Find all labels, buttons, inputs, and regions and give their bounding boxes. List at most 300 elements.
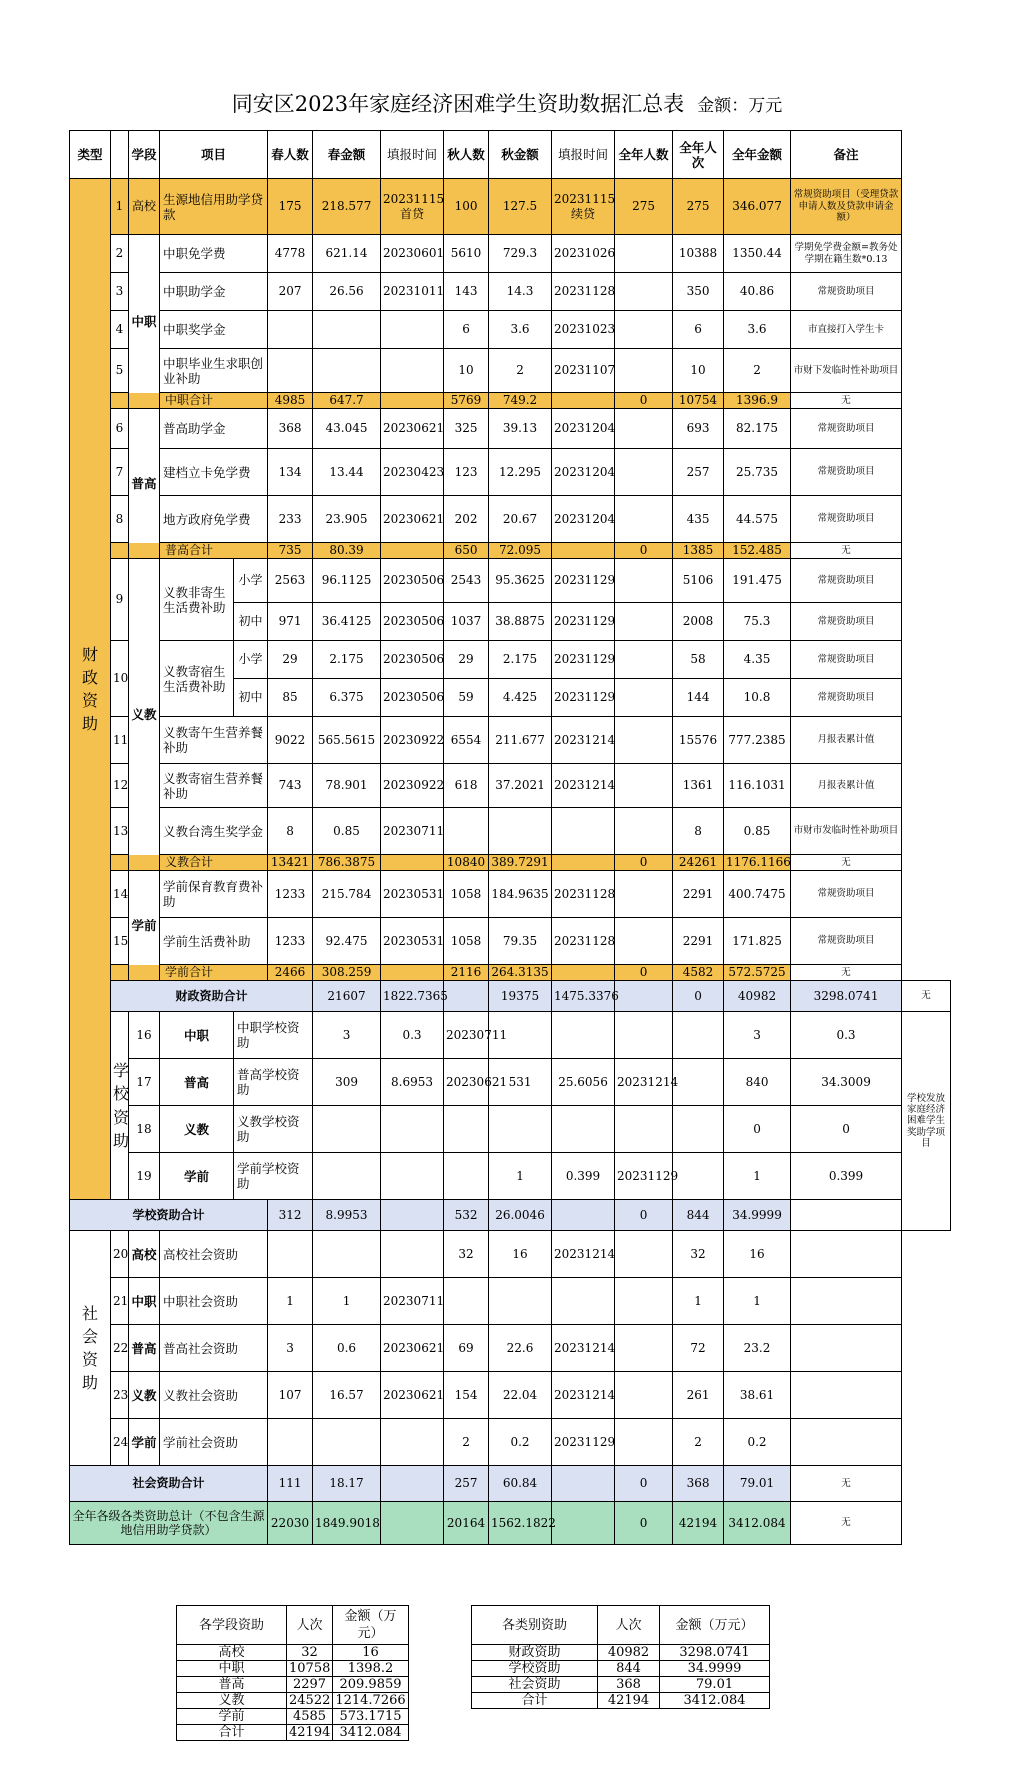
value-cell: 37.2021 [489, 764, 552, 808]
note-cell: 常规资助项目 [791, 496, 902, 543]
value-cell: 20231129 [552, 1419, 615, 1466]
value-cell: 25.735 [724, 449, 791, 496]
value-cell [489, 808, 552, 855]
value-cell: 729.3 [489, 235, 552, 273]
value-cell: 2291 [673, 918, 724, 965]
value-cell: 0.85 [724, 808, 791, 855]
value-cell: 82.175 [724, 409, 791, 449]
cell: 1398.2 [333, 1661, 409, 1677]
level-cell: 学前 [129, 1419, 160, 1466]
value-cell: 202 [444, 496, 489, 543]
value-cell [615, 1419, 673, 1466]
value-cell: 20231214 [552, 764, 615, 808]
value-cell: 20231214 [552, 1231, 615, 1278]
subtotal-label: 中职合计 [111, 393, 268, 409]
value-cell [615, 1231, 673, 1278]
value-cell [381, 1200, 444, 1231]
value-cell: 16 [489, 1231, 552, 1278]
value-cell: 1 [489, 1153, 552, 1200]
total-row [70, 1466, 951, 1502]
value-cell: 14.3 [489, 273, 552, 311]
value-cell: 20164 [444, 1502, 489, 1545]
row-index: 19 [129, 1153, 160, 1200]
value-cell: 2291 [673, 871, 724, 918]
value-cell: 4985 [268, 393, 313, 409]
value-cell: 5610 [444, 235, 489, 273]
value-cell: 572.5725 [724, 965, 791, 981]
table-row [70, 311, 951, 349]
cell: 3412.084 [333, 1725, 409, 1741]
value-cell: 5106 [673, 559, 724, 603]
table-row [70, 235, 951, 273]
value-cell: 16 [724, 1231, 791, 1278]
value-cell [444, 808, 489, 855]
cell: 42194 [598, 1693, 660, 1709]
value-cell: 20230621 [381, 1325, 444, 1372]
value-cell: 0 [791, 1106, 902, 1153]
value-cell: 143 [444, 273, 489, 311]
value-cell: 20230621 [381, 496, 444, 543]
summary-table [69, 130, 951, 1545]
value-cell: 20230506 [381, 679, 444, 717]
note-cell [791, 1278, 902, 1325]
note-cell [791, 1372, 902, 1419]
value-cell: 20230922 [381, 764, 444, 808]
row-index: 4 [111, 311, 129, 349]
value-cell: 36.4125 [313, 603, 381, 641]
value-cell [615, 1325, 673, 1372]
header-cell: 人次 [598, 1606, 660, 1645]
value-cell: 23.2 [724, 1325, 791, 1372]
cell: 3412.084 [660, 1693, 770, 1709]
value-cell [552, 393, 615, 409]
item-cell: 建档立卡免学费 [160, 449, 268, 496]
table-row [70, 1325, 951, 1372]
item-cell: 义教台湾生奖学金 [160, 808, 268, 855]
value-cell: 20231115续贷 [552, 179, 615, 235]
value-cell: 43.045 [313, 409, 381, 449]
value-cell [615, 1372, 673, 1419]
header-cell: 类型 [70, 131, 111, 179]
value-cell: 400.7475 [724, 871, 791, 918]
value-cell: 647.7 [313, 393, 381, 409]
item-cell: 义教寄宿生营养餐补助 [160, 764, 268, 808]
value-cell [268, 1419, 313, 1466]
item-cell: 中职毕业生求职创业补助 [160, 349, 268, 393]
value-cell: 1 [724, 1153, 791, 1200]
value-cell: 1361 [673, 764, 724, 808]
value-cell: 368 [268, 409, 313, 449]
cell: 24522 [287, 1693, 333, 1709]
level-cell: 义教 [129, 1372, 160, 1419]
value-cell: 1396.9 [724, 393, 791, 409]
value-cell: 107 [268, 1372, 313, 1419]
value-cell: 777.2385 [724, 717, 791, 764]
value-cell: 1822.7365 [381, 981, 444, 1012]
value-cell: 971 [268, 603, 313, 641]
value-cell: 0 [615, 1466, 673, 1502]
note-cell: 无 [791, 1502, 902, 1545]
value-cell: 123 [444, 449, 489, 496]
value-cell: 5769 [444, 393, 489, 409]
value-cell: 92.475 [313, 918, 381, 965]
value-cell: 20231129 [552, 559, 615, 603]
value-cell: 8.6953 [381, 1059, 444, 1106]
grand-total-row [70, 1502, 951, 1545]
value-cell [313, 311, 381, 349]
cell: 79.01 [660, 1677, 770, 1693]
value-cell: 2543 [444, 559, 489, 603]
value-cell: 2 [489, 349, 552, 393]
value-cell [615, 717, 673, 764]
value-cell: 435 [673, 496, 724, 543]
value-cell: 144 [673, 679, 724, 717]
cell: 合计 [177, 1725, 287, 1741]
cell: 368 [598, 1677, 660, 1693]
value-cell: 233 [268, 496, 313, 543]
value-cell: 20230621 [444, 1059, 489, 1106]
item-cell: 中职学校资助 [234, 1012, 313, 1059]
subtotal-label: 普高合计 [111, 543, 268, 559]
value-cell [489, 1106, 552, 1153]
item-cell: 普高学校资助 [234, 1059, 313, 1106]
value-cell [313, 1231, 381, 1278]
page-title: 同安区2023年家庭经济困难学生资助数据汇总表 [231, 92, 685, 116]
note-cell: 常规资助项目 [791, 409, 902, 449]
value-cell: 6.375 [313, 679, 381, 717]
note-cell: 无 [902, 981, 951, 1012]
table-row [70, 496, 951, 543]
header-cell: 人次 [287, 1606, 333, 1645]
value-cell: 19375 [489, 981, 552, 1012]
value-cell [673, 1059, 724, 1106]
table-row [70, 918, 951, 965]
note-cell: 常规资助项目 [791, 871, 902, 918]
value-cell [615, 871, 673, 918]
header-cell: 秋金额 [489, 131, 552, 179]
note-cell: 市财下发临时性补助项目 [791, 349, 902, 393]
row-index: 24 [111, 1419, 129, 1466]
value-cell: 34.9999 [724, 1200, 791, 1231]
value-cell [552, 543, 615, 559]
value-cell [489, 1278, 552, 1325]
value-cell [552, 855, 615, 871]
item-cell: 高校社会资助 [160, 1231, 268, 1278]
value-cell: 4.425 [489, 679, 552, 717]
header-cell: 全年人数 [615, 131, 673, 179]
table-row [472, 1693, 770, 1709]
value-cell [381, 965, 444, 981]
type-summary-table [471, 1605, 770, 1709]
value-cell: 10 [444, 349, 489, 393]
value-cell [673, 1153, 724, 1200]
total-row [70, 981, 951, 1012]
value-cell [381, 1153, 444, 1200]
cell: 34.9999 [660, 1661, 770, 1677]
value-cell: 20231107 [552, 349, 615, 393]
value-cell [615, 603, 673, 641]
value-cell: 38.8875 [489, 603, 552, 641]
table-row [70, 764, 951, 808]
value-cell: 23.905 [313, 496, 381, 543]
value-cell: 840 [724, 1059, 791, 1106]
value-cell: 264.3135 [489, 965, 552, 981]
cell: 3298.0741 [660, 1645, 770, 1661]
value-cell: 350 [673, 273, 724, 311]
category-school: 学 校 资 助 [111, 1012, 129, 1200]
table-row [70, 1278, 951, 1325]
table-row [70, 273, 951, 311]
value-cell [381, 543, 444, 559]
value-cell [381, 1106, 444, 1153]
item-cell: 义教寄宿生生活费补助 [160, 641, 234, 717]
value-cell [673, 1012, 724, 1059]
value-cell: 3.6 [489, 311, 552, 349]
header-cell: 金额（万元） [660, 1606, 770, 1645]
value-cell: 1 [673, 1278, 724, 1325]
value-cell: 3412.084 [724, 1502, 791, 1545]
value-cell: 2.175 [313, 641, 381, 679]
value-cell [313, 1153, 381, 1200]
table-row [70, 1153, 951, 1200]
header-cell [111, 131, 129, 179]
value-cell: 40982 [724, 981, 791, 1012]
value-cell: 1233 [268, 871, 313, 918]
note-cell: 无 [791, 965, 902, 981]
unit-label: 金额：万元 [697, 96, 783, 116]
level-cell: 学前 [160, 1153, 234, 1200]
table-row [70, 559, 951, 603]
subtotal-label: 学前合计 [111, 965, 268, 981]
cell: 16 [333, 1645, 409, 1661]
value-cell: 0 [724, 1106, 791, 1153]
value-cell: 20230506 [381, 603, 444, 641]
level-cell: 中职 [129, 235, 160, 409]
table-header-row [472, 1606, 770, 1645]
value-cell [552, 1200, 615, 1231]
item-cell: 中职免学费 [160, 235, 268, 273]
value-cell: 20231128 [552, 273, 615, 311]
value-cell [615, 235, 673, 273]
value-cell: 1176.1166 [724, 855, 791, 871]
stage-summary-table [176, 1605, 409, 1741]
item-cell: 义教学校资助 [234, 1106, 313, 1153]
header-cell: 填报时间 [552, 131, 615, 179]
cell: 义教 [177, 1693, 287, 1709]
value-cell: 79.01 [724, 1466, 791, 1502]
value-cell: 96.1125 [313, 559, 381, 603]
table-row [177, 1677, 409, 1693]
value-cell [444, 1153, 489, 1200]
sub-level-cell: 小学 [234, 559, 268, 603]
table-row [472, 1645, 770, 1661]
row-index: 5 [111, 349, 129, 393]
value-cell: 78.901 [313, 764, 381, 808]
total-label: 社会资助合计 [70, 1466, 268, 1502]
value-cell: 2 [724, 349, 791, 393]
value-cell: 275 [673, 179, 724, 235]
note-cell [791, 1325, 902, 1372]
value-cell [615, 808, 673, 855]
value-cell: 4582 [673, 965, 724, 981]
value-cell [615, 449, 673, 496]
value-cell: 44.575 [724, 496, 791, 543]
header-cell: 填报时间 [381, 131, 444, 179]
header-cell: 秋人数 [444, 131, 489, 179]
value-cell: 10840 [444, 855, 489, 871]
item-cell: 学前学校资助 [234, 1153, 313, 1200]
value-cell: 24261 [673, 855, 724, 871]
row-index: 20 [111, 1231, 129, 1278]
note-cell: 常规资助项目 [791, 559, 902, 603]
header-cell: 各学段资助 [177, 1606, 287, 1645]
subtotal-row [70, 393, 951, 409]
value-cell: 152.485 [724, 543, 791, 559]
value-cell: 75.3 [724, 603, 791, 641]
value-cell: 743 [268, 764, 313, 808]
value-cell [552, 1106, 615, 1153]
item-cell: 生源地信用助学贷款 [160, 179, 268, 235]
value-cell: 20230922 [381, 717, 444, 764]
value-cell: 20.67 [489, 496, 552, 543]
total-row [70, 1200, 951, 1231]
value-cell: 207 [268, 273, 313, 311]
value-cell: 531 [489, 1059, 552, 1106]
level-cell: 义教 [160, 1106, 234, 1153]
level-cell: 普高 [160, 1059, 234, 1106]
note-cell: 常规资助项目（受理贷款申请人数及贷款申请金额） [791, 179, 902, 235]
row-index: 17 [129, 1059, 160, 1106]
value-cell: 184.9635 [489, 871, 552, 918]
value-cell [381, 1419, 444, 1466]
value-cell: 1 [313, 1278, 381, 1325]
row-index: 11 [111, 717, 129, 764]
value-cell: 3 [724, 1012, 791, 1059]
row-index: 23 [111, 1372, 129, 1419]
table-row [70, 1059, 951, 1106]
value-cell: 8 [268, 808, 313, 855]
value-cell [552, 1466, 615, 1502]
header-cell: 金额（万元） [333, 1606, 409, 1645]
value-cell: 4778 [268, 235, 313, 273]
level-cell: 学前 [129, 871, 160, 981]
cell: 社会资助 [472, 1677, 598, 1693]
item-cell: 中职助学金 [160, 273, 268, 311]
item-cell: 学前生活费补助 [160, 918, 268, 965]
sub-level-cell: 初中 [234, 603, 268, 641]
value-cell: 20230506 [381, 559, 444, 603]
table-row [70, 409, 951, 449]
value-cell: 10.8 [724, 679, 791, 717]
category-social: 社 会 资 助 [70, 1231, 111, 1466]
value-cell [381, 855, 444, 871]
item-cell: 中职社会资助 [160, 1278, 268, 1325]
value-cell: 650 [444, 543, 489, 559]
value-cell: 308.259 [313, 965, 381, 981]
note-cell: 无 [791, 543, 902, 559]
grand-total-label: 全年各级各类资助总计（不包含生源地信用助学贷款） [70, 1502, 268, 1545]
value-cell: 6554 [444, 717, 489, 764]
value-cell [615, 981, 673, 1012]
subtotal-row [70, 543, 951, 559]
value-cell [615, 764, 673, 808]
value-cell: 2563 [268, 559, 313, 603]
subtotal-row [70, 965, 951, 981]
value-cell: 39.13 [489, 409, 552, 449]
value-cell: 346.077 [724, 179, 791, 235]
value-cell [381, 1502, 444, 1545]
note-cell [791, 1419, 902, 1466]
note-cell: 月报表累计值 [791, 717, 902, 764]
value-cell: 389.7291 [489, 855, 552, 871]
note-cell: 无 [791, 393, 902, 409]
value-cell [552, 1502, 615, 1545]
value-cell: 58 [673, 641, 724, 679]
value-cell: 72.095 [489, 543, 552, 559]
value-cell: 8 [673, 808, 724, 855]
row-index: 1 [111, 179, 129, 235]
value-cell [615, 1012, 673, 1059]
value-cell: 215.784 [313, 871, 381, 918]
value-cell: 0 [615, 543, 673, 559]
value-cell: 116.1031 [724, 764, 791, 808]
value-cell: 20231214 [615, 1059, 673, 1106]
value-cell [673, 1106, 724, 1153]
value-cell: 22.04 [489, 1372, 552, 1419]
value-cell [381, 1466, 444, 1502]
sub-level-cell: 初中 [234, 679, 268, 717]
value-cell: 735 [268, 543, 313, 559]
value-cell: 85 [268, 679, 313, 717]
note-cell: 学校发放家庭经济困难学生奖助学项目 [902, 1012, 951, 1231]
value-cell: 20231115首贷 [381, 179, 444, 235]
cell: 40982 [598, 1645, 660, 1661]
level-cell: 普高 [129, 1325, 160, 1372]
value-cell: 20230711 [381, 1278, 444, 1325]
row-index: 12 [111, 764, 129, 808]
value-cell: 20230621 [381, 409, 444, 449]
header-cell: 备注 [791, 131, 902, 179]
value-cell: 191.475 [724, 559, 791, 603]
value-cell [615, 641, 673, 679]
value-cell: 26.0046 [489, 1200, 552, 1231]
value-cell [552, 965, 615, 981]
table-row [70, 1012, 951, 1059]
value-cell [444, 1106, 489, 1153]
item-cell: 义教非寄生生活费补助 [160, 559, 234, 641]
value-cell: 1562.1822 [489, 1502, 552, 1545]
value-cell: 261 [673, 1372, 724, 1419]
value-cell: 0 [615, 393, 673, 409]
value-cell: 32 [673, 1231, 724, 1278]
value-cell: 312 [268, 1200, 313, 1231]
value-cell: 20231023 [552, 311, 615, 349]
value-cell: 9022 [268, 717, 313, 764]
value-cell: 368 [673, 1466, 724, 1502]
table-row [177, 1661, 409, 1677]
value-cell [268, 311, 313, 349]
value-cell: 29 [268, 641, 313, 679]
cell: 学前 [177, 1709, 287, 1725]
value-cell: 100 [444, 179, 489, 235]
value-cell: 20230601 [381, 235, 444, 273]
note-cell: 常规资助项目 [791, 679, 902, 717]
value-cell: 1350.44 [724, 235, 791, 273]
table-row [70, 179, 951, 235]
row-index: 13 [111, 808, 129, 855]
value-cell: 21607 [313, 981, 381, 1012]
value-cell: 38.61 [724, 1372, 791, 1419]
